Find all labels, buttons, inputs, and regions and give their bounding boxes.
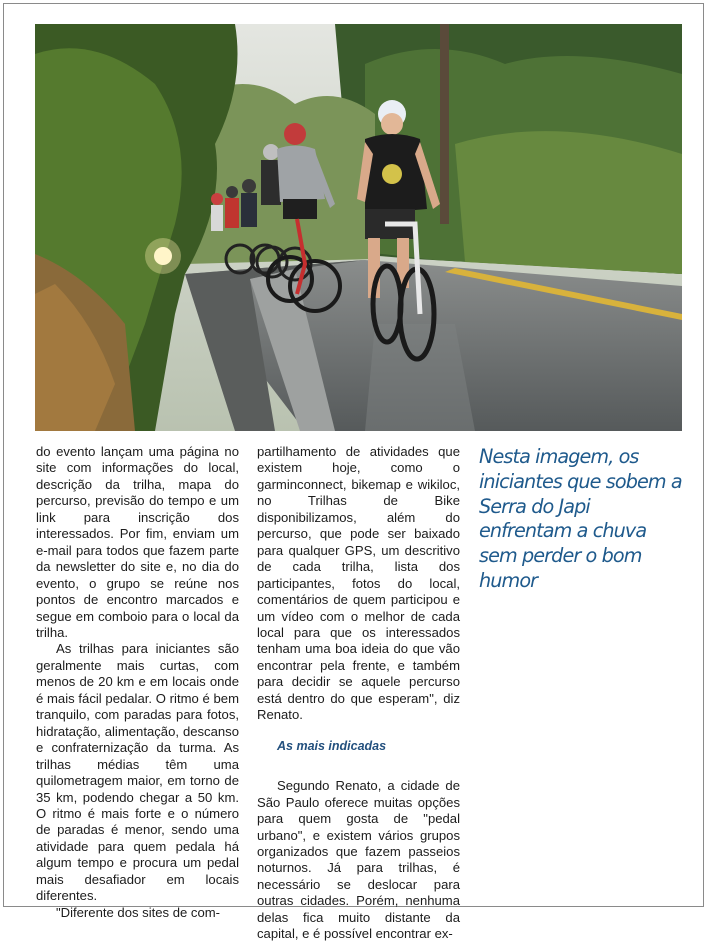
text-column-1 [36, 444, 239, 921]
body-paragraph: partilhamento de atividades que existem hoje, como o garminconnect, bikemap e wikiloc, no Trilhas de Bike disponibilizamos, além do percurso, que pode ser baixado para qualquer GPS, um descritivo de cada trilha, lista dos participantes, fotos do local, comentários de quem participou e um vídeo com o melhor de cada local para que os interessados tenham uma boa ideia do que vão encontrar pela frente, e também para decidir se aquele percurso está dentro do que esperam", diz Renato. [257, 444, 460, 723]
body-paragraph: "Diferente dos sites de com- [56, 904, 221, 920]
body-paragraph: do evento lançam uma página no site com informações do local, descrição da trilha, mapa do percurso, previsão do tempo e um link para inscrição dos interessados. Por fim, enviam um e-mail para todos que fazem parte da newsletter do site e, no dia do evento, o grupo se reúne nos pontos de encontro marcados e segue em comboio para o local da trilha. [36, 444, 239, 640]
text-column-2 [257, 444, 460, 943]
photo-caption: Nesta imagem, os iniciantes que sobem a Serra do Japi enfrentam a chuva sem perder o bom humor [479, 445, 682, 592]
cyclists-photo [35, 24, 682, 431]
body-paragraph: As trilhas para iniciantes são geralmente mais curtas, com menos de 20 km e em locais onde é mais fácil pedalar. O ritmo é bem tranquilo, com paradas para fotos, hidratação, alimentação, descanso e confraternização da turma. As trilhas médias têm uma quilometragem maior, em torno de 35 km, podendo chegar a 50 km. O ritmo é mais forte e o número de paradas é menor, sendo uma atividade para quem pedala há algum tempo e procura um pedal mais desafiador em locais diferentes. [36, 641, 239, 904]
pole [440, 24, 449, 224]
section-subheading: As mais indicadas [277, 738, 387, 753]
body-paragraph: Segundo Renato, a cidade de São Paulo oferece muitas opções para quem gosta de "pedal urbano", e existem vários grupos organizados que fazem passeios noturnos. Já para trilhas, é necessário se deslocar para outras cidades. Porém, nenhuma delas fica muito distante da capital, e é possível encontrar ex- [257, 778, 460, 942]
magazine-page [3, 3, 704, 942]
